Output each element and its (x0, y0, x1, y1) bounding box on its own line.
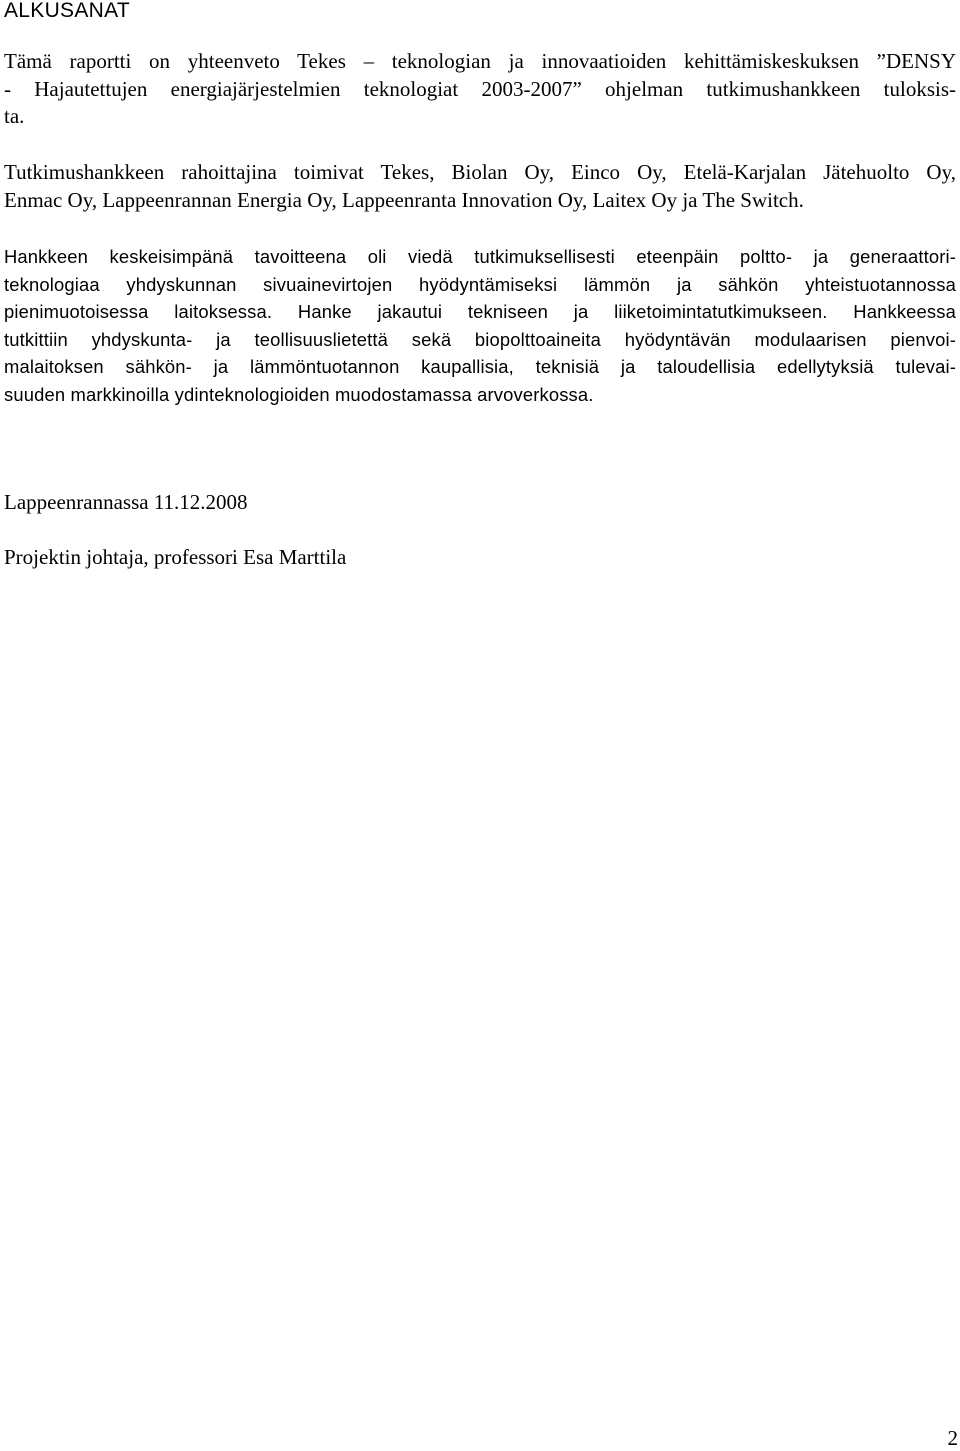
paragraph-intro-line-1: Tämä raportti on yhteenveto Tekes – teknologian ja innovaatioiden kehittämiskeskuksen ”DENSY (4, 49, 956, 73)
paragraph-goals-line-4: tutkittiin yhdyskunta- ja teollisuuslietettä sekä biopolttoaineita hyödyntävän modulaarisen pienvoi- (4, 328, 956, 350)
paragraph-goals-line-3: pienimuotoisessa laitoksessa. Hanke jakautui tekniseen ja liiketoimintatutkimukseen. Hankkeessa (4, 301, 956, 322)
place-date: Lappeenrannassa 11.12.2008 (4, 490, 248, 514)
page-number: 2 (947, 1426, 958, 1450)
page-heading: ALKUSANAT (4, 0, 131, 22)
paragraph-funders-line-1: Tutkimushankkeen rahoittajina toimivat Tekes, Biolan Oy, Einco Oy, Etelä-Karjalan Jätehuolto Oy, (4, 160, 956, 184)
paragraph-goals-line-2: teknologiaa yhdyskunnan sivuainevirtojen hyödyntämiseksi lämmön ja sähkön yhteistuotannossa (4, 273, 956, 295)
paragraph-intro-line-3: ta. (4, 104, 25, 128)
paragraph-funders-line-2: Enmac Oy, Lappeenrannan Energia Oy, Lappeenranta Innovation Oy, Laitex Oy ja The Switch. (4, 187, 804, 212)
paragraph-funders (4, 159, 956, 214)
paragraph-goals (4, 243, 956, 408)
signer: Projektin johtaja, professori Esa Marttila (4, 545, 347, 569)
paragraph-intro-line-2: - Hajautettujen energiajärjestelmien teknologiat 2003-2007” ohjelman tutkimushankkeen tuloksis- (4, 76, 956, 101)
paragraph-goals-line-5: malaitoksen sähkön- ja lämmöntuotannon kaupallisia, teknisiä ja taloudellisia edellytyksiä tulevai- (4, 356, 956, 377)
paragraph-intro (4, 48, 956, 131)
paragraph-goals-line-1: Hankkeen keskeisimpänä tavoitteena oli viedä tutkimuksellisesti eteenpäin poltto- ja generaattori- (4, 246, 956, 267)
paragraph-goals-line-6: suuden markkinoilla ydinteknologioiden muodostamassa arvoverkossa. (4, 383, 594, 405)
